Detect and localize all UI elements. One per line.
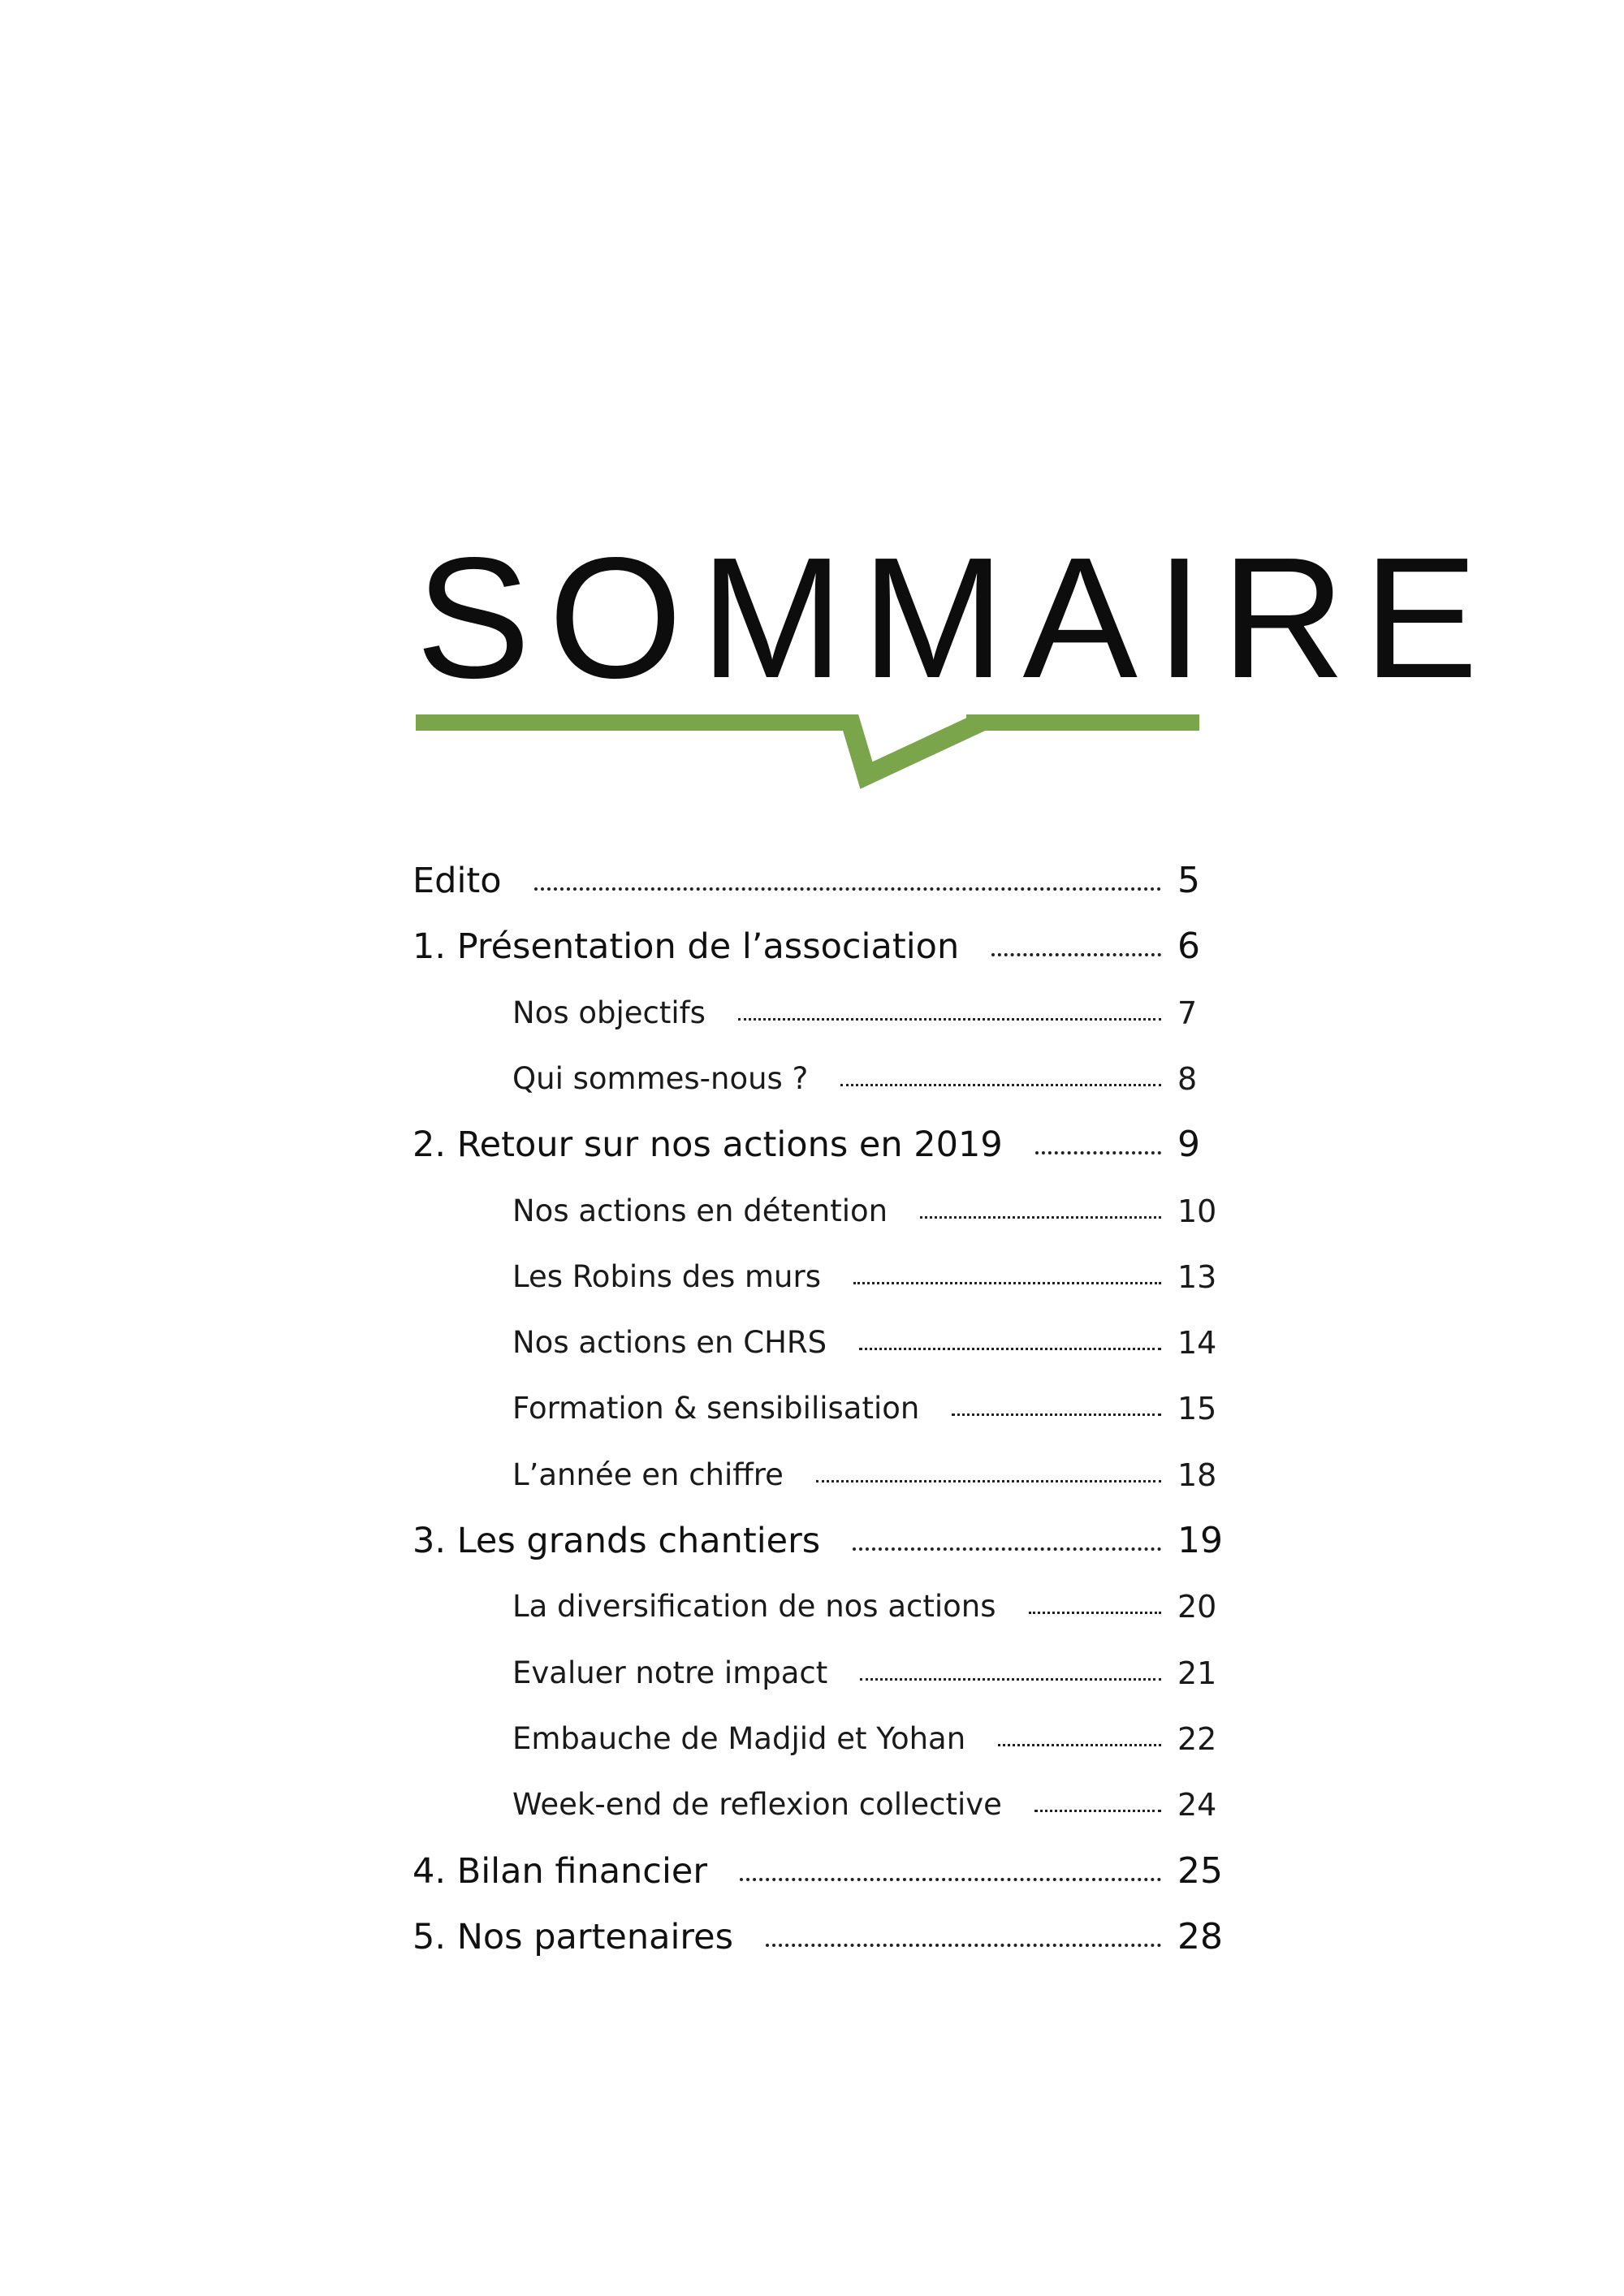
toc-leader-dots: [1034, 1810, 1161, 1812]
toc-entry-page: 5: [1177, 860, 1200, 901]
toc-leader-dots: [952, 1413, 1161, 1416]
toc-leader-dots: [853, 1547, 1161, 1551]
toc-entry-label: Nos actions en détention: [512, 1193, 888, 1228]
toc-entry-label: Nos actions en CHRS: [512, 1325, 827, 1361]
page-title: SOMMAIRE: [416, 521, 1497, 714]
toc-entry-page: 13: [1177, 1258, 1217, 1295]
toc-leader-dots: [740, 1878, 1161, 1881]
toc-entry-page: 18: [1177, 1457, 1217, 1493]
toc-entry[interactable]: [0, 1905, 1624, 1970]
toc-entry-page: 6: [1177, 926, 1200, 968]
toc-entry-label: 1. Présentation de l’association: [412, 926, 960, 968]
toc-entry-page: 15: [1177, 1391, 1217, 1427]
toc-entry-label: Qui sommes-nous ?: [512, 1060, 809, 1096]
toc-entry[interactable]: [0, 1574, 1624, 1639]
toc-leader-dots: [534, 887, 1161, 891]
toc-entry-page: 19: [1177, 1520, 1223, 1561]
toc-entry-label: Formation & sensibilisation: [512, 1391, 920, 1426]
toc-leader-dots: [991, 953, 1161, 956]
toc-entry-page: 14: [1177, 1325, 1217, 1362]
toc-entry[interactable]: [0, 1376, 1624, 1441]
toc-entry-page: 22: [1177, 1720, 1217, 1757]
toc-leader-dots: [859, 1348, 1161, 1350]
toc-entry-label: Embauche de Madjid et Yohan: [512, 1720, 966, 1756]
toc-leader-dots: [920, 1216, 1161, 1219]
toc-entry-page: 7: [1177, 995, 1198, 1031]
toc-entry[interactable]: [0, 1508, 1624, 1573]
toc-leader-dots: [816, 1480, 1161, 1482]
toc-entry[interactable]: [0, 914, 1624, 979]
toc-entry-label: Les Robins des murs: [512, 1258, 821, 1294]
toc-entry-label: L’année en chiffre: [512, 1457, 784, 1492]
toc-leader-dots: [840, 1084, 1161, 1086]
toc-entry-page: 21: [1177, 1655, 1217, 1691]
toc-entry[interactable]: [0, 1772, 1624, 1837]
toc-entry-page: 24: [1177, 1787, 1217, 1823]
toc-leader-dots: [1029, 1612, 1161, 1614]
toc-entry-page: 20: [1177, 1589, 1217, 1625]
toc-entry-page: 10: [1177, 1193, 1217, 1229]
toc-entry-page: 8: [1177, 1060, 1198, 1097]
toc-entry-label: Edito: [412, 861, 502, 901]
toc-entry-label: La diversification de nos actions: [512, 1589, 996, 1625]
toc-entry[interactable]: [0, 1443, 1624, 1508]
toc-entry-label: 4. Bilan financier: [412, 1850, 708, 1892]
toc-leader-dots: [860, 1678, 1161, 1681]
toc-entry-page: 25: [1177, 1849, 1223, 1892]
toc-entry[interactable]: [0, 848, 1624, 913]
toc-entry[interactable]: [0, 1641, 1624, 1706]
toc-entry-page: 28: [1177, 1915, 1223, 1957]
toc-leader-dots: [766, 1944, 1161, 1947]
toc-entry[interactable]: [0, 1310, 1624, 1375]
toc-entry[interactable]: [0, 1839, 1624, 1904]
toc-entry-page: 9: [1177, 1124, 1200, 1166]
toc-entry[interactable]: [0, 1245, 1624, 1310]
toc-entry-label: 3. Les grands chantiers: [412, 1521, 821, 1561]
toc-entry-label: 5. Nos partenaires: [412, 1916, 734, 1957]
toc-entry-label: Evaluer notre impact: [512, 1655, 828, 1690]
toc-entry[interactable]: [0, 1707, 1624, 1772]
toc-entry[interactable]: [0, 1179, 1624, 1244]
toc-entry-label: Week-end de reflexion collective: [512, 1787, 1002, 1823]
toc-entry[interactable]: [0, 1112, 1624, 1177]
toc-leader-dots: [738, 1018, 1161, 1021]
toc-leader-dots: [1035, 1151, 1161, 1154]
toc-entry-label: 2. Retour sur nos actions en 2019: [412, 1124, 1003, 1166]
toc-leader-dots: [998, 1744, 1161, 1746]
toc-leader-dots: [853, 1282, 1161, 1284]
toc-entry[interactable]: [0, 1047, 1624, 1111]
toc-entry[interactable]: [0, 981, 1624, 1046]
toc-entry-label: Nos objectifs: [512, 995, 706, 1030]
